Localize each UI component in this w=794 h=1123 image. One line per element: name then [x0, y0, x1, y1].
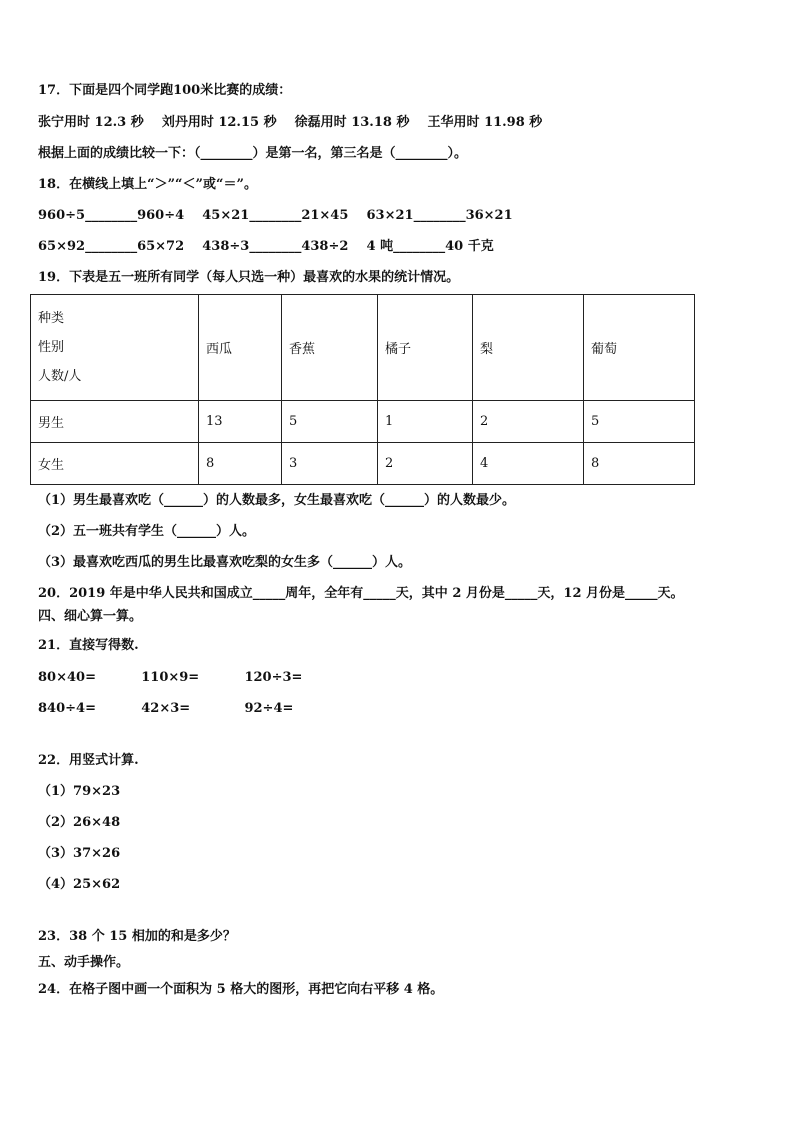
- table-row: [31, 401, 695, 443]
- q18-row2: 65×92________65×72 438÷3________438÷2 4 吨________40 千克: [38, 239, 494, 254]
- q23-text: 23．38 个 15 相加的和是多少？: [38, 929, 236, 944]
- table-cell: 5: [584, 401, 695, 443]
- table-header-row: [31, 295, 695, 401]
- table-cell: 1: [378, 401, 473, 443]
- column-header: 梨: [473, 295, 584, 401]
- q19-title: 19．下表是五一班所有同学（每人只选一种）最喜欢的水果的统计情况。: [38, 270, 460, 285]
- corner-label-gender: 性别: [38, 340, 65, 355]
- q22-item: （1）79×23: [38, 784, 121, 799]
- q24-text: 24．在格子图中画一个面积为 5 格大的图形，再把它向右平移 4 格。: [38, 982, 444, 997]
- q22-item: （2）26×48: [38, 815, 121, 830]
- column-header: 香蕉: [282, 295, 378, 401]
- q22-item: （3）37×26: [38, 846, 121, 861]
- table-cell: 2: [378, 443, 473, 485]
- section-5-heading: 五、动手操作。: [38, 955, 130, 970]
- q17-results: 张宁用时 12.3 秒 刘丹用时 12.15 秒 徐磊用时 13.18 秒 王华用时 11.98 秒: [38, 115, 543, 130]
- table-corner-cell: [31, 295, 199, 401]
- table-cell: 4: [473, 443, 584, 485]
- section-4-heading: 四、细心算一算。: [38, 609, 143, 624]
- q22-title: 22．用竖式计算.: [38, 753, 139, 768]
- row-label: 女生: [31, 443, 199, 485]
- column-header: 葡萄: [584, 295, 695, 401]
- q21-row2: 840÷4= 42×3= 92÷4=: [38, 701, 294, 716]
- q17-question: 根据上面的成绩比较一下：（________）是第一名，第三名是（________）。: [38, 146, 468, 161]
- table-cell: 13: [199, 401, 282, 443]
- corner-label-kind: 种类: [38, 311, 65, 326]
- q21-title: 21．直接写得数.: [38, 638, 139, 653]
- column-header: 橘子: [378, 295, 473, 401]
- q19-sub2: （2）五一班共有学生（______）人。: [38, 524, 256, 539]
- q18-row1: 960÷5________960÷4 45×21________21×45 63×21________36×21: [38, 208, 513, 223]
- q22-item: （4）25×62: [38, 877, 121, 892]
- q17-title: 17．下面是四个同学跑100米比赛的成绩：: [38, 83, 292, 98]
- table-row: [31, 443, 695, 485]
- table-cell: 3: [282, 443, 378, 485]
- q20-text: 20．2019 年是中华人民共和国成立_____周年，全年有_____天，其中 2 月份是_____天，12 月份是_____天。: [38, 586, 684, 601]
- table-cell: 8: [199, 443, 282, 485]
- q19-sub1: （1）男生最喜欢吃（______）的人数最多，女生最喜欢吃（______）的人数最少。: [38, 493, 516, 508]
- corner-label-count: 人数/人: [38, 369, 82, 384]
- column-header: 西瓜: [199, 295, 282, 401]
- q21-row1: 80×40= 110×9= 120÷3=: [38, 670, 303, 685]
- table-cell: 5: [282, 401, 378, 443]
- fruit-stats-table: [30, 294, 695, 485]
- table-cell: 2: [473, 401, 584, 443]
- row-label: 男生: [31, 401, 199, 443]
- table-cell: 8: [584, 443, 695, 485]
- q18-title: 18．在横线上填上“＞”“＜”或“＝”。: [38, 177, 257, 192]
- q19-sub3: （3）最喜欢吃西瓜的男生比最喜欢吃梨的女生多（______）人。: [38, 555, 412, 570]
